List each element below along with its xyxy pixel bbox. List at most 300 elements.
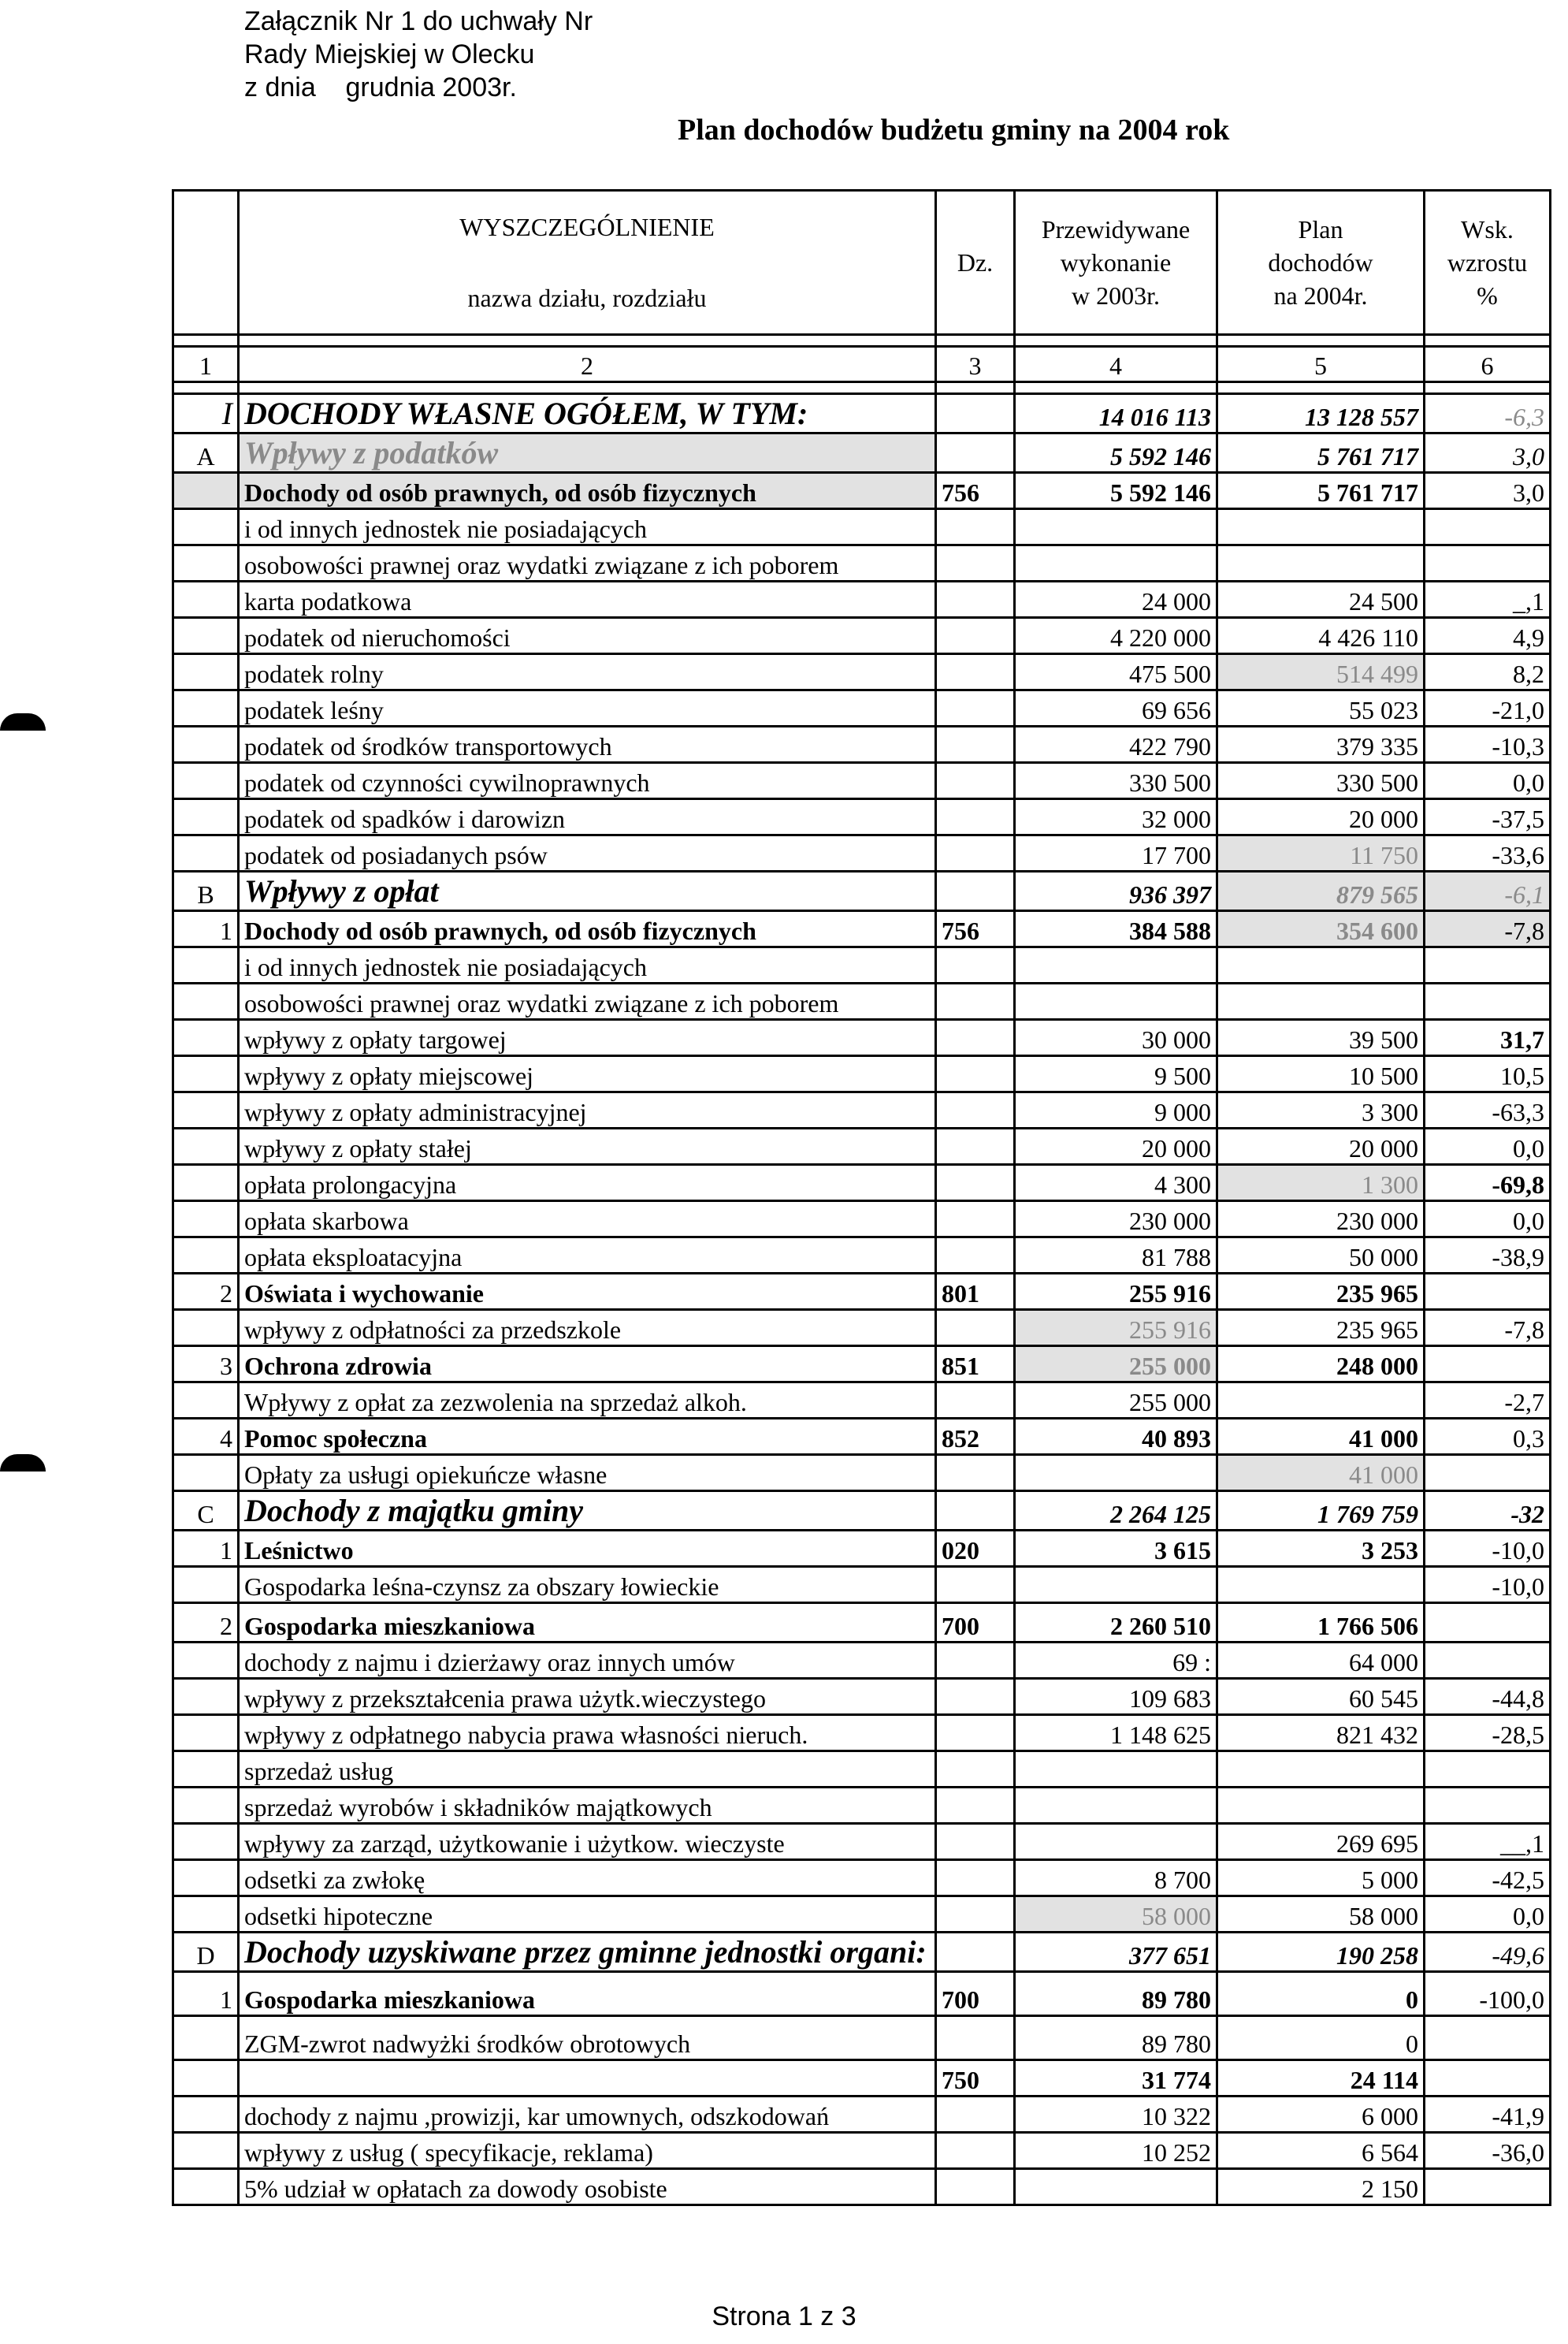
row-growth-percent: 0,0 — [1425, 763, 1551, 799]
row-number: A — [173, 433, 239, 473]
row-growth-percent: 8,2 — [1425, 654, 1551, 690]
row-section-code — [936, 2133, 1015, 2169]
row-plan-2004: 55 023 — [1217, 690, 1425, 727]
table-row — [173, 2097, 1551, 2133]
row-forecast-2003: 89 780 — [1015, 2016, 1217, 2060]
row-number: D — [173, 1933, 239, 1972]
row-section-code — [936, 1788, 1015, 1824]
row-section-code: 852 — [936, 1419, 1015, 1455]
row-section-code — [936, 1455, 1015, 1491]
row-forecast-2003 — [1015, 984, 1217, 1020]
table-row — [173, 1751, 1551, 1788]
page-number: Strona 1 z 3 — [712, 2301, 856, 2331]
row-forecast-2003: 9 500 — [1015, 1056, 1217, 1092]
table-row — [173, 1933, 1551, 1972]
row-section-code — [936, 1310, 1015, 1346]
row-forecast-2003: 4 300 — [1015, 1165, 1217, 1201]
row-description: Gospodarka mieszkaniowa — [239, 1972, 936, 2016]
row-growth-percent: -36,0 — [1425, 2133, 1551, 2169]
row-growth-percent — [1425, 545, 1551, 582]
row-forecast-2003 — [1015, 1824, 1217, 1860]
row-growth-percent — [1425, 947, 1551, 984]
spacer-row — [173, 335, 1551, 347]
row-plan-2004: 1 766 506 — [1217, 1603, 1425, 1643]
column-title-description: WYSZCZEGÓLNIENIE — [459, 213, 715, 241]
row-plan-2004: 230 000 — [1217, 1201, 1425, 1237]
row-forecast-2003: 9 000 — [1015, 1092, 1217, 1129]
row-plan-2004 — [1217, 1788, 1425, 1824]
row-plan-2004 — [1217, 1382, 1425, 1419]
row-plan-2004: 0 — [1217, 1972, 1425, 2016]
row-section-code — [936, 1896, 1015, 1933]
row-plan-2004: 3 300 — [1217, 1092, 1425, 1129]
row-growth-percent — [1425, 984, 1551, 1020]
row-plan-2004: 60 545 — [1217, 1679, 1425, 1715]
row-growth-percent: 4,9 — [1425, 618, 1551, 654]
row-plan-2004: 5 761 717 — [1217, 433, 1425, 473]
row-section-code: 700 — [936, 1603, 1015, 1643]
row-number: 1 — [173, 1531, 239, 1567]
row-description: Ochrona zdrowia — [239, 1346, 936, 1382]
row-section-code — [936, 1056, 1015, 1092]
row-section-code — [936, 545, 1015, 582]
row-growth-percent: -21,0 — [1425, 690, 1551, 727]
table-row — [173, 394, 1551, 433]
row-section-code — [936, 1643, 1015, 1679]
row-plan-2004: 58 000 — [1217, 1896, 1425, 1933]
row-number — [173, 2169, 239, 2205]
column-number: 5 — [1217, 347, 1425, 382]
row-section-code — [936, 1751, 1015, 1788]
table-header-row — [173, 191, 1551, 335]
row-forecast-2003 — [1015, 1567, 1217, 1603]
header-line-3: z dnia grudnia 2003r. — [244, 73, 517, 102]
row-section-code — [936, 1382, 1015, 1419]
row-section-code — [936, 835, 1015, 872]
row-forecast-2003 — [1015, 509, 1217, 545]
row-number — [173, 1237, 239, 1274]
row-description: karta podatkowa — [239, 582, 936, 618]
row-number — [173, 2060, 239, 2097]
row-growth-percent: -69,8 — [1425, 1165, 1551, 1201]
row-description: Pomoc społeczna — [239, 1419, 936, 1455]
scan-mark-shape — [0, 1454, 46, 1472]
row-forecast-2003 — [1015, 1788, 1217, 1824]
row-growth-percent: -37,5 — [1425, 799, 1551, 835]
row-forecast-2003: 32 000 — [1015, 799, 1217, 835]
column-title-forecast: Przewidywane — [1041, 215, 1191, 244]
row-number — [173, 763, 239, 799]
row-description: wpływy z opłaty administracyjnej — [239, 1092, 936, 1129]
row-forecast-2003: 5 592 146 — [1015, 433, 1217, 473]
row-forecast-2003: 2 260 510 — [1015, 1603, 1217, 1643]
row-description: wpływy z opłaty miejscowej — [239, 1056, 936, 1092]
row-growth-percent: -44,8 — [1425, 1679, 1551, 1715]
row-description: Oświata i wychowanie — [239, 1274, 936, 1310]
row-forecast-2003: 330 500 — [1015, 763, 1217, 799]
row-plan-2004: 5 761 717 — [1217, 473, 1425, 509]
row-growth-percent: -10,0 — [1425, 1567, 1551, 1603]
row-description: Wpływy z opłat — [239, 872, 936, 911]
column-number: 1 — [173, 347, 239, 382]
row-plan-2004 — [1217, 947, 1425, 984]
row-forecast-2003: 255 000 — [1015, 1346, 1217, 1382]
row-section-code — [936, 1491, 1015, 1531]
row-section-code — [936, 947, 1015, 984]
row-section-code — [936, 1201, 1015, 1237]
row-number — [173, 1788, 239, 1824]
scan-mark-shape — [0, 713, 46, 731]
table-row — [173, 763, 1551, 799]
row-number: 1 — [173, 911, 239, 947]
table-row — [173, 1346, 1551, 1382]
row-number: C — [173, 1491, 239, 1531]
table-row — [173, 1531, 1551, 1567]
row-growth-percent: 3,0 — [1425, 433, 1551, 473]
header-line-1: Załącznik Nr 1 do uchwały Nr — [244, 6, 593, 36]
row-number — [173, 835, 239, 872]
row-number — [173, 1643, 239, 1679]
row-plan-2004: 354 600 — [1217, 911, 1425, 947]
row-description: podatek od środków transportowych — [239, 727, 936, 763]
row-plan-2004 — [1217, 1567, 1425, 1603]
row-section-code — [936, 1679, 1015, 1715]
row-growth-percent: -2,7 — [1425, 1382, 1551, 1419]
table-row — [173, 799, 1551, 835]
row-growth-percent: -41,9 — [1425, 2097, 1551, 2133]
row-number: 2 — [173, 1603, 239, 1643]
row-plan-2004: 20 000 — [1217, 1129, 1425, 1165]
row-number — [173, 509, 239, 545]
row-forecast-2003: 3 615 — [1015, 1531, 1217, 1567]
row-forecast-2003 — [1015, 947, 1217, 984]
row-plan-2004: 379 335 — [1217, 727, 1425, 763]
table-row — [173, 1419, 1551, 1455]
row-growth-percent — [1425, 509, 1551, 545]
row-growth-percent — [1425, 1751, 1551, 1788]
row-plan-2004: 64 000 — [1217, 1643, 1425, 1679]
row-section-code — [936, 618, 1015, 654]
row-number — [173, 1679, 239, 1715]
row-forecast-2003: 10 252 — [1015, 2133, 1217, 2169]
row-section-code: 700 — [936, 1972, 1015, 2016]
row-plan-2004: 20 000 — [1217, 799, 1425, 835]
row-forecast-2003: 1 148 625 — [1015, 1715, 1217, 1751]
table-row — [173, 473, 1551, 509]
row-description: sprzedaż usług — [239, 1751, 936, 1788]
table-row — [173, 1455, 1551, 1491]
document-header — [244, 5, 593, 104]
table-row — [173, 1129, 1551, 1165]
row-section-code — [936, 582, 1015, 618]
row-growth-percent: -38,9 — [1425, 1237, 1551, 1274]
row-section-code — [936, 799, 1015, 835]
row-description: dochody z najmu ,prowizji, kar umownych, odszkodowań — [239, 2097, 936, 2133]
row-growth-percent: 0,0 — [1425, 1201, 1551, 1237]
row-plan-2004 — [1217, 545, 1425, 582]
row-plan-2004: 2 150 — [1217, 2169, 1425, 2205]
row-forecast-2003: 936 397 — [1015, 872, 1217, 911]
row-growth-percent: __,1 — [1425, 1824, 1551, 1860]
row-forecast-2003: 69 656 — [1015, 690, 1217, 727]
row-section-code — [936, 433, 1015, 473]
row-section-code — [936, 1567, 1015, 1603]
row-description: i od innych jednostek nie posiadających — [239, 947, 936, 984]
row-number — [173, 1455, 239, 1491]
row-number — [173, 984, 239, 1020]
row-section-code — [936, 1020, 1015, 1056]
row-section-code: 851 — [936, 1346, 1015, 1382]
row-section-code — [936, 727, 1015, 763]
row-description: osobowości prawnej oraz wydatki związane z ich poborem — [239, 984, 936, 1020]
column-subtitle-description: nazwa działu, rozdziału — [467, 284, 707, 312]
column-number: 6 — [1425, 347, 1551, 382]
row-plan-2004: 50 000 — [1217, 1237, 1425, 1274]
table-row — [173, 618, 1551, 654]
row-number — [173, 1201, 239, 1237]
page-footer — [0, 2301, 1568, 2332]
row-number: 2 — [173, 1274, 239, 1310]
row-description: opłata prolongacyjna — [239, 1165, 936, 1201]
row-plan-2004: 1 300 — [1217, 1165, 1425, 1201]
row-growth-percent: -42,5 — [1425, 1860, 1551, 1896]
row-forecast-2003 — [1015, 1751, 1217, 1788]
table-row — [173, 727, 1551, 763]
row-forecast-2003: 4 220 000 — [1015, 618, 1217, 654]
row-number — [173, 1129, 239, 1165]
row-plan-2004: 235 965 — [1217, 1310, 1425, 1346]
row-number — [173, 1751, 239, 1788]
row-forecast-2003: 8 700 — [1015, 1860, 1217, 1896]
table-row — [173, 984, 1551, 1020]
table-row — [173, 1165, 1551, 1201]
row-forecast-2003: 10 322 — [1015, 2097, 1217, 2133]
row-plan-2004: 5 000 — [1217, 1860, 1425, 1896]
row-growth-percent: -63,3 — [1425, 1092, 1551, 1129]
row-number: 3 — [173, 1346, 239, 1382]
table-row — [173, 1567, 1551, 1603]
row-growth-percent: -10,0 — [1425, 1531, 1551, 1567]
row-section-code: 020 — [936, 1531, 1015, 1567]
row-description: podatek od posiadanych psów — [239, 835, 936, 872]
row-section-code — [936, 872, 1015, 911]
row-number — [173, 690, 239, 727]
row-plan-2004: 0 — [1217, 2016, 1425, 2060]
row-number — [173, 1382, 239, 1419]
row-number: 1 — [173, 1972, 239, 2016]
row-forecast-2003: 31 774 — [1015, 2060, 1217, 2097]
row-description: podatek rolny — [239, 654, 936, 690]
row-forecast-2003: 2 264 125 — [1015, 1491, 1217, 1531]
row-growth-percent: 31,7 — [1425, 1020, 1551, 1056]
header-cell — [1217, 191, 1425, 335]
row-plan-2004: 24 114 — [1217, 2060, 1425, 2097]
row-number — [173, 582, 239, 618]
column-title-growth: wzrostu — [1447, 248, 1528, 277]
row-section-code — [936, 1933, 1015, 1972]
row-section-code — [936, 2097, 1015, 2133]
row-description: Dochody z majątku gminy — [239, 1491, 936, 1531]
row-plan-2004 — [1217, 984, 1425, 1020]
row-section-code — [936, 394, 1015, 433]
header-line-2: Rady Miejskiej w Olecku — [244, 39, 535, 69]
row-description: podatek leśny — [239, 690, 936, 727]
row-section-code — [936, 2169, 1015, 2205]
row-forecast-2003: 20 000 — [1015, 1129, 1217, 1165]
row-forecast-2003: 81 788 — [1015, 1237, 1217, 1274]
table-row — [173, 2133, 1551, 2169]
row-description: Dochody od osób prawnych, od osób fizycznych — [239, 473, 936, 509]
row-number — [173, 1824, 239, 1860]
spacer-row — [173, 382, 1551, 394]
row-description: sprzedaż wyrobów i składników majątkowych — [239, 1788, 936, 1824]
row-number — [173, 727, 239, 763]
row-plan-2004: 41 000 — [1217, 1419, 1425, 1455]
row-section-code — [936, 654, 1015, 690]
row-description: podatek od spadków i darowizn — [239, 799, 936, 835]
row-section-code: 801 — [936, 1274, 1015, 1310]
row-plan-2004: 1 769 759 — [1217, 1491, 1425, 1531]
row-plan-2004: 3 253 — [1217, 1531, 1425, 1567]
row-plan-2004: 235 965 — [1217, 1274, 1425, 1310]
table-row — [173, 1603, 1551, 1643]
table-row — [173, 911, 1551, 947]
column-title-growth: % — [1477, 281, 1498, 310]
table-row — [173, 2016, 1551, 2060]
header-cell — [1425, 191, 1551, 335]
table-row — [173, 1972, 1551, 2016]
table-row — [173, 1896, 1551, 1933]
row-description: opłata skarbowa — [239, 1201, 936, 1237]
row-growth-percent: -7,8 — [1425, 1310, 1551, 1346]
table-row — [173, 545, 1551, 582]
row-forecast-2003 — [1015, 1455, 1217, 1491]
row-section-code — [936, 509, 1015, 545]
row-forecast-2003: 255 000 — [1015, 1382, 1217, 1419]
row-growth-percent: -33,6 — [1425, 835, 1551, 872]
row-description: wpływy za zarząd, użytkowanie i użytkow. wieczyste — [239, 1824, 936, 1860]
row-plan-2004: 821 432 — [1217, 1715, 1425, 1751]
row-forecast-2003 — [1015, 2169, 1217, 2205]
row-number: B — [173, 872, 239, 911]
row-section-code — [936, 690, 1015, 727]
row-forecast-2003 — [1015, 545, 1217, 582]
row-growth-percent — [1425, 2060, 1551, 2097]
row-number — [173, 2016, 239, 2060]
row-section-code — [936, 2016, 1015, 2060]
row-plan-2004: 330 500 — [1217, 763, 1425, 799]
row-plan-2004: 248 000 — [1217, 1346, 1425, 1382]
row-description: Leśnictwo — [239, 1531, 936, 1567]
row-plan-2004: 24 500 — [1217, 582, 1425, 618]
row-description: osobowości prawnej oraz wydatki związane z ich poborem — [239, 545, 936, 582]
row-plan-2004: 514 499 — [1217, 654, 1425, 690]
row-number — [173, 618, 239, 654]
row-description: wpływy z usług ( specyfikacje, reklama) — [239, 2133, 936, 2169]
row-description: opłata eksploatacyjna — [239, 1237, 936, 1274]
table-row — [173, 872, 1551, 911]
row-description: Dochody od osób prawnych, od osób fizycznych — [239, 911, 936, 947]
table-row — [173, 1715, 1551, 1751]
row-description: podatek od czynności cywilnoprawnych — [239, 763, 936, 799]
row-number — [173, 1020, 239, 1056]
row-section-code — [936, 1165, 1015, 1201]
row-description: ZGM-zwrot nadwyżki środków obrotowych — [239, 2016, 936, 2060]
row-number — [173, 473, 239, 509]
row-forecast-2003: 255 916 — [1015, 1274, 1217, 1310]
row-description: 5% udział w opłatach za dowody osobiste — [239, 2169, 936, 2205]
row-forecast-2003: 230 000 — [1015, 1201, 1217, 1237]
row-number — [173, 947, 239, 984]
row-forecast-2003: 422 790 — [1015, 727, 1217, 763]
row-growth-percent: 0,3 — [1425, 1419, 1551, 1455]
row-plan-2004: 269 695 — [1217, 1824, 1425, 1860]
row-forecast-2003: 30 000 — [1015, 1020, 1217, 1056]
row-forecast-2003: 69 : — [1015, 1643, 1217, 1679]
column-number: 2 — [239, 347, 936, 382]
row-plan-2004 — [1217, 509, 1425, 545]
row-plan-2004: 190 258 — [1217, 1933, 1425, 1972]
budget-table — [172, 189, 1551, 2206]
row-description: wpływy z opłaty targowej — [239, 1020, 936, 1056]
column-number: 4 — [1015, 347, 1217, 382]
column-title-forecast: w 2003r. — [1072, 281, 1160, 310]
table-row — [173, 2060, 1551, 2097]
row-description: dochody z najmu i dzierżawy oraz innych umów — [239, 1643, 936, 1679]
row-forecast-2003: 17 700 — [1015, 835, 1217, 872]
row-section-code: 756 — [936, 473, 1015, 509]
column-number: 3 — [936, 347, 1015, 382]
table-row — [173, 1310, 1551, 1346]
row-description: Gospodarka leśna-czynsz za obszary łowieckie — [239, 1567, 936, 1603]
row-description: DOCHODY WŁASNE OGÓŁEM, W TYM: — [239, 394, 936, 433]
row-growth-percent: -10,3 — [1425, 727, 1551, 763]
row-number — [173, 2133, 239, 2169]
row-growth-percent — [1425, 1274, 1551, 1310]
row-section-code: 750 — [936, 2060, 1015, 2097]
row-description: i od innych jednostek nie posiadających — [239, 509, 936, 545]
row-section-code: 756 — [936, 911, 1015, 947]
row-description: wpływy z przekształcenia prawa użytk.wieczystego — [239, 1679, 936, 1715]
table-row — [173, 433, 1551, 473]
row-plan-2004: 11 750 — [1217, 835, 1425, 872]
column-title-growth: Wsk. — [1461, 215, 1514, 244]
table-row — [173, 1237, 1551, 1274]
row-number — [173, 1310, 239, 1346]
row-growth-percent: -100,0 — [1425, 1972, 1551, 2016]
row-number — [173, 1715, 239, 1751]
row-forecast-2003: 475 500 — [1015, 654, 1217, 690]
row-growth-percent — [1425, 2169, 1551, 2205]
row-section-code — [936, 1824, 1015, 1860]
table-row — [173, 654, 1551, 690]
table-row — [173, 1020, 1551, 1056]
row-section-code — [936, 1129, 1015, 1165]
row-growth-percent: 0,0 — [1425, 1896, 1551, 1933]
row-plan-2004: 13 128 557 — [1217, 394, 1425, 433]
row-growth-percent: 3,0 — [1425, 473, 1551, 509]
row-plan-2004: 879 565 — [1217, 872, 1425, 911]
table-row — [173, 1860, 1551, 1896]
row-number — [173, 1056, 239, 1092]
row-number: 4 — [173, 1419, 239, 1455]
header-cell — [1015, 191, 1217, 335]
table-row — [173, 1382, 1551, 1419]
row-growth-percent — [1425, 2016, 1551, 2060]
table-row — [173, 1643, 1551, 1679]
row-description: Wpływy z opłat za zezwolenia na sprzedaż alkoh. — [239, 1382, 936, 1419]
row-growth-percent — [1425, 1643, 1551, 1679]
